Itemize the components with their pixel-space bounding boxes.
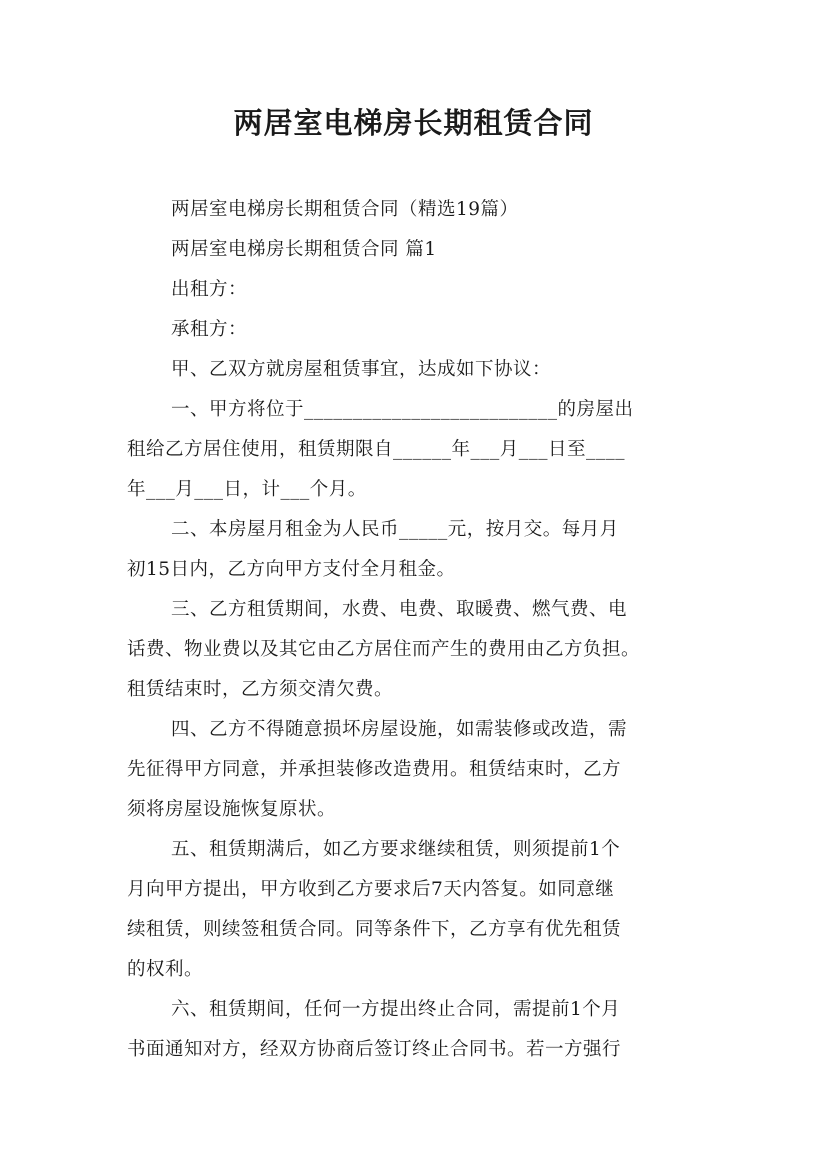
clause-6-line-2: 书面通知对方，经双方协商后签订终止合同书。若一方强行 <box>127 1039 622 1060</box>
document-body <box>127 190 703 1070</box>
clause-5-line-4: 的权利。 <box>127 959 204 980</box>
document-title: 两居室电梯房长期租赁合同 <box>233 106 594 140</box>
clause-3-line-3: 租赁结束时，乙方须交清欠费。 <box>127 679 394 700</box>
clause-5-line-3: 续租赁，则续签租赁合同。同等条件下，乙方享有优先租赁 <box>127 919 622 940</box>
clause-4-line-2: 先征得甲方同意，并承担装修改造费用。租赁结束时，乙方 <box>127 759 622 780</box>
clause-6-line-1: 六、租赁期间，任何一方提出终止合同，需提前1个月 <box>171 999 621 1020</box>
clause-3-line-2: 话费、物业费以及其它由乙方居住而产生的费用由乙方负担。 <box>127 639 641 660</box>
section-heading: 两居室电梯房长期租赁合同 篇1 <box>171 239 437 260</box>
clause-5-line-2: 月向甲方提出，甲方收到乙方要求后7天内答复。如同意继 <box>127 879 615 900</box>
clause-1-line-2: 租给乙方居住使用，租赁期限自______年___月___日至____ <box>127 439 626 460</box>
lessor-label: 出租方： <box>171 279 248 300</box>
clause-4-line-1: 四、乙方不得随意损坏房屋设施，如需装修或改造，需 <box>171 719 628 740</box>
clause-2-line-1: 二、本房屋月租金为人民币_____元，按月交。每月月 <box>171 519 619 540</box>
clause-3-line-1: 三、乙方租赁期间，水费、电费、取暖费、燃气费、电 <box>171 599 628 620</box>
clause-4-line-3: 须将房屋设施恢复原状。 <box>127 799 337 820</box>
clause-2-line-2: 初15日内，乙方向甲方支付全月租金。 <box>127 559 456 580</box>
clause-1-line-3: 年___月___日，计___个月。 <box>127 479 367 500</box>
subtitle-line: 两居室电梯房长期租赁合同（精选19篇） <box>171 199 519 220</box>
agreement-intro: 甲、乙双方就房屋租赁事宜，达成如下协议： <box>171 359 552 380</box>
clause-5-line-1: 五、租赁期满后，如乙方要求继续租赁，则须提前1个 <box>171 839 621 860</box>
clause-1-line-1: 一、甲方将位于__________________________的房屋出 <box>171 399 634 420</box>
lessee-label: 承租方： <box>171 319 248 340</box>
